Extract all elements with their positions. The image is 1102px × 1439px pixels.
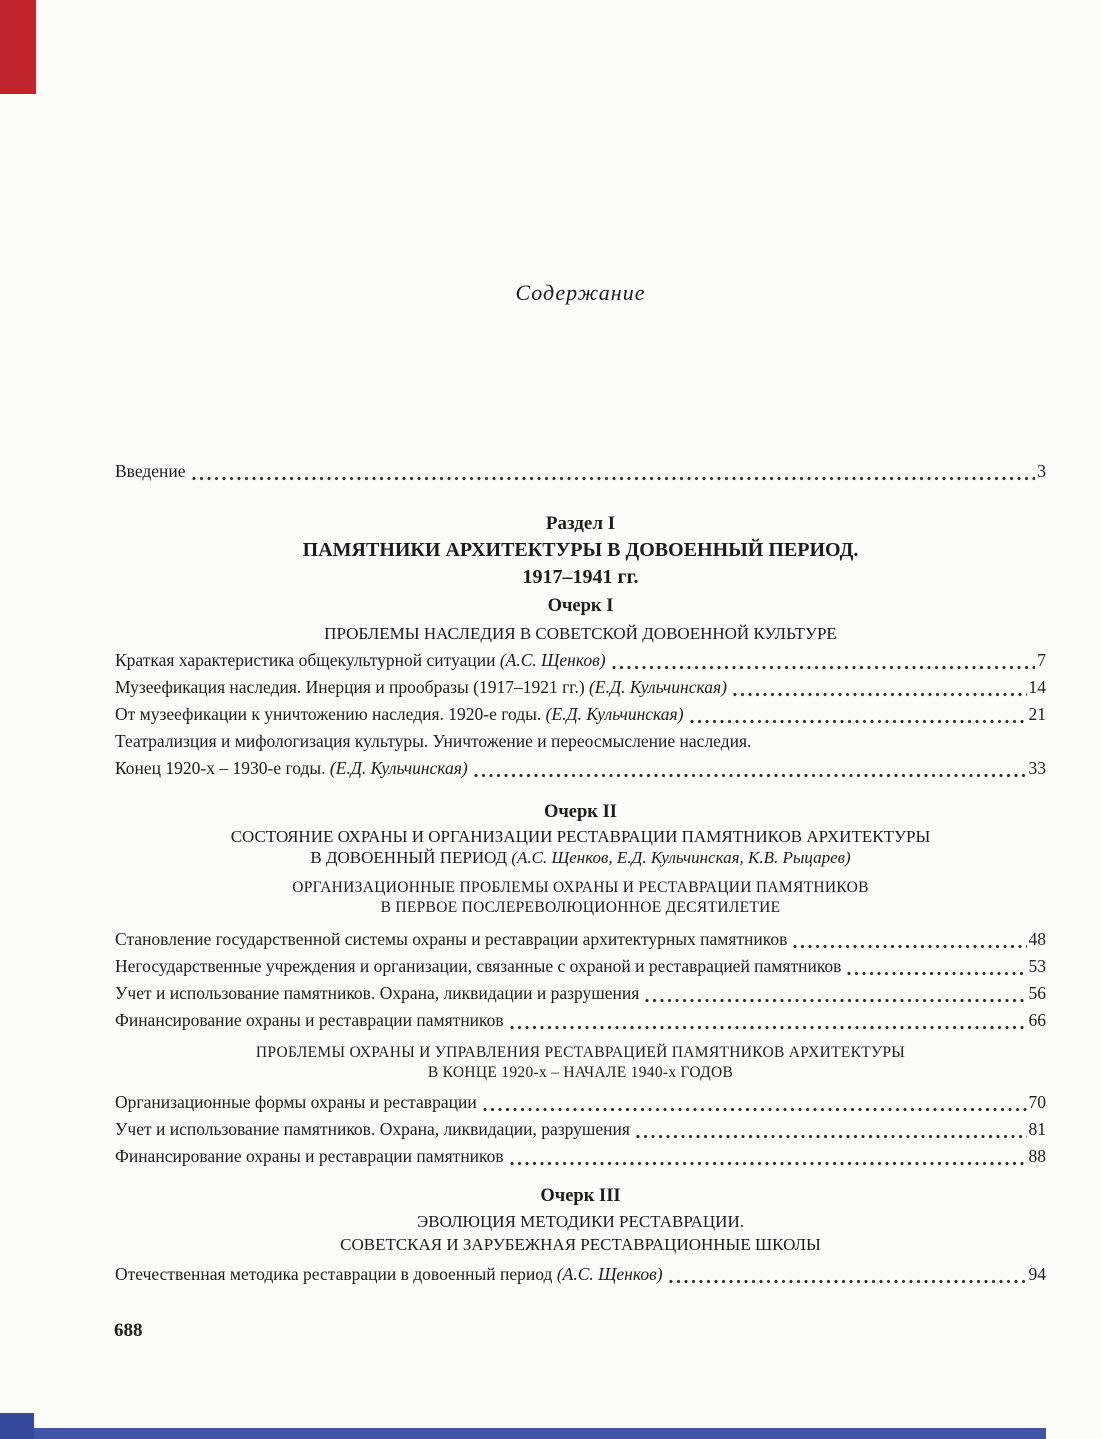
toc-entry-text: От музеефикации к уничтожению наследия. 1920-е годы. — [115, 704, 546, 724]
toc-entry-page: 70 — [1028, 1092, 1046, 1112]
toc-entry-text: Организационные формы охраны и реставрации — [115, 1092, 477, 1112]
dot-leader — [510, 1161, 1027, 1166]
toc-entry-page: 7 — [1037, 650, 1046, 670]
dot-leader — [474, 773, 1027, 778]
essay1-subtitle: ПРОБЛЕМЫ НАСЛЕДИЯ В СОВЕТСКОЙ ДОВОЕННОЙ КУЛЬТУРЕ — [324, 624, 837, 643]
essay2-part2-entries — [115, 1089, 1046, 1170]
toc-entry — [115, 674, 1046, 701]
toc-entry — [115, 953, 1046, 980]
toc-content — [115, 0, 1046, 1288]
toc-entry-page: 48 — [1028, 929, 1046, 949]
toc-entry-author: (А.С. Щенков) — [499, 650, 606, 670]
essay2-subtitle-line2 — [115, 847, 1046, 868]
toc-entry-page: 21 — [1028, 704, 1046, 724]
essay2-part2-heading — [115, 1043, 1046, 1083]
toc-entry-page: 53 — [1028, 956, 1046, 976]
essay2-subtitle-line1: СОСТОЯНИЕ ОХРАНЫ И ОРГАНИЗАЦИИ РЕСТАВРАЦИИ ПАМЯТНИКОВ АРХИТЕКТУРЫ — [230, 827, 931, 846]
part-heading-line2: В ПЕРВОЕ ПОСЛЕРЕВОЛЮЦИОННОЕ ДЕСЯТИЛЕТИЕ — [380, 899, 781, 916]
toc-entry-page: 88 — [1028, 1146, 1046, 1166]
section1-label: Раздел I — [545, 513, 616, 534]
toc-entry — [115, 980, 1046, 1007]
scan-artifact-red-corner — [0, 0, 36, 94]
part-heading-line1: ОРГАНИЗАЦИОННЫЕ ПРОБЛЕМЫ ОХРАНЫ И РЕСТАВРАЦИИ ПАМЯТНИКОВ — [292, 879, 869, 896]
toc-entry — [115, 701, 1046, 728]
page-title: Содержание — [515, 280, 646, 305]
toc-entry — [115, 1261, 1046, 1288]
part-heading-line2: В КОНЦЕ 1920-х – НАЧАЛЕ 1940-х ГОДОВ — [427, 1064, 734, 1081]
toc-entry-text: Учет и использование памятников. Охрана, ликвидации и разрушения — [115, 983, 640, 1003]
toc-entry-text: Финансирование охраны и реставрации памятников — [115, 1146, 504, 1166]
toc-entry-intro — [115, 458, 1046, 485]
toc-entry-author: (А.С. Щенков) — [556, 1264, 663, 1284]
toc-entry-text: Отечественная методика реставрации в довоенный период — [115, 1264, 557, 1284]
toc-entry-text: Конец 1920-х – 1930-е годы. — [115, 758, 330, 778]
toc-entry-wrap-line: Театрализция и мифологизация культуры. Уничтожение и переосмысление наследия. — [115, 731, 752, 751]
toc-entry-author: (Е.Д. Кульчинская) — [329, 758, 468, 778]
toc-entry-author: (Е.Д. Кульчинская) — [589, 677, 727, 697]
toc-entry — [115, 926, 1046, 953]
toc-entry — [115, 1143, 1046, 1170]
toc-entry-page: 3 — [1037, 461, 1046, 481]
toc-entry — [115, 1007, 1046, 1034]
toc-entry — [115, 1089, 1046, 1116]
dot-leader — [483, 1107, 1027, 1112]
toc-entry-page: 66 — [1028, 1010, 1046, 1030]
section1-title-line2: 1917–1941 гг. — [522, 566, 639, 588]
toc-entry-page: 33 — [1028, 758, 1046, 778]
toc-entry-text: Финансирование охраны и реставрации памятников — [115, 1010, 504, 1030]
essay3-label: Очерк III — [540, 1186, 621, 1206]
toc-entry-author: (Е.Д. Кульчинская) — [545, 704, 684, 724]
essay2-part1-entries — [115, 926, 1046, 1034]
essay2-subtitle-line2-text: В ДОВОЕННЫЙ ПЕРИОД — [310, 848, 512, 867]
dot-leader — [612, 665, 1036, 670]
toc-entry — [115, 1116, 1046, 1143]
toc-entry-text: Учет и использование памятников. Охрана, ликвидации, разрушения — [115, 1119, 630, 1139]
toc-entry — [115, 755, 1046, 782]
toc-entry-title — [115, 701, 684, 728]
toc-entry-text: Музеефикация наследия. Инерция и прообразы (1917–1921 гг.) — [115, 677, 590, 697]
essay2-part1-heading — [115, 878, 1046, 918]
essay3-subtitle-line1: ЭВОЛЮЦИЯ МЕТОДИКИ РЕСТАВРАЦИИ. — [417, 1212, 744, 1231]
scan-artifact-blue-strip — [0, 1428, 1046, 1439]
essay3-subtitle-line2: СОВЕТСКАЯ И ЗАРУБЕЖНАЯ РЕСТАВРАЦИОННЫЕ ШКОЛЫ — [340, 1235, 821, 1254]
dot-leader — [510, 1025, 1027, 1030]
toc-entry-text: Краткая характеристика общекультурной ситуации — [115, 650, 500, 670]
toc-entry-page: 14 — [1028, 677, 1046, 697]
essay2-label: Очерк II — [543, 802, 617, 822]
essay2-subtitle-authors: (А.С. Щенков, Е.Д. Кульчинская, К.В. Рыцарев) — [511, 848, 851, 867]
toc-entry-title — [115, 1261, 663, 1288]
toc-entry — [115, 647, 1046, 674]
toc-entry-page: 56 — [1028, 983, 1046, 1003]
toc-entry-text: Негосударственные учреждения и организации, связанные с охраной и реставрацией памятников — [115, 956, 842, 976]
dot-leader — [793, 944, 1026, 949]
essay1-label: Очерк I — [547, 596, 614, 616]
toc-entry-title — [115, 647, 606, 674]
part-heading-line1: ПРОБЛЕМЫ ОХРАНЫ И УПРАВЛЕНИЯ РЕСТАВРАЦИЕЙ ПАМЯТНИКОВ АРХИТЕКТУРЫ — [255, 1044, 906, 1061]
section1-title-line1: ПАМЯТНИКИ АРХИТЕКТУРЫ В ДОВОЕННЫЙ ПЕРИОД. — [302, 539, 859, 561]
dot-leader — [847, 971, 1026, 976]
dot-leader — [645, 998, 1026, 1003]
toc-entry-text: Становление государственной системы охраны и реставрации архитектурных памятников — [115, 929, 788, 949]
dot-leader — [690, 719, 1027, 724]
scan-artifact-blue-corner — [0, 1413, 34, 1439]
dot-leader — [733, 692, 1027, 697]
toc-entry-page: 94 — [1028, 1264, 1046, 1284]
toc-entry-title — [115, 755, 468, 782]
dot-leader — [636, 1134, 1027, 1139]
toc-entry-text: Введение — [115, 461, 186, 481]
dot-leader — [192, 476, 1036, 481]
toc-entry-title — [115, 674, 727, 701]
folio-page-number: 688 — [114, 1320, 143, 1341]
toc-entry-page: 81 — [1028, 1119, 1046, 1139]
dot-leader — [669, 1279, 1027, 1284]
